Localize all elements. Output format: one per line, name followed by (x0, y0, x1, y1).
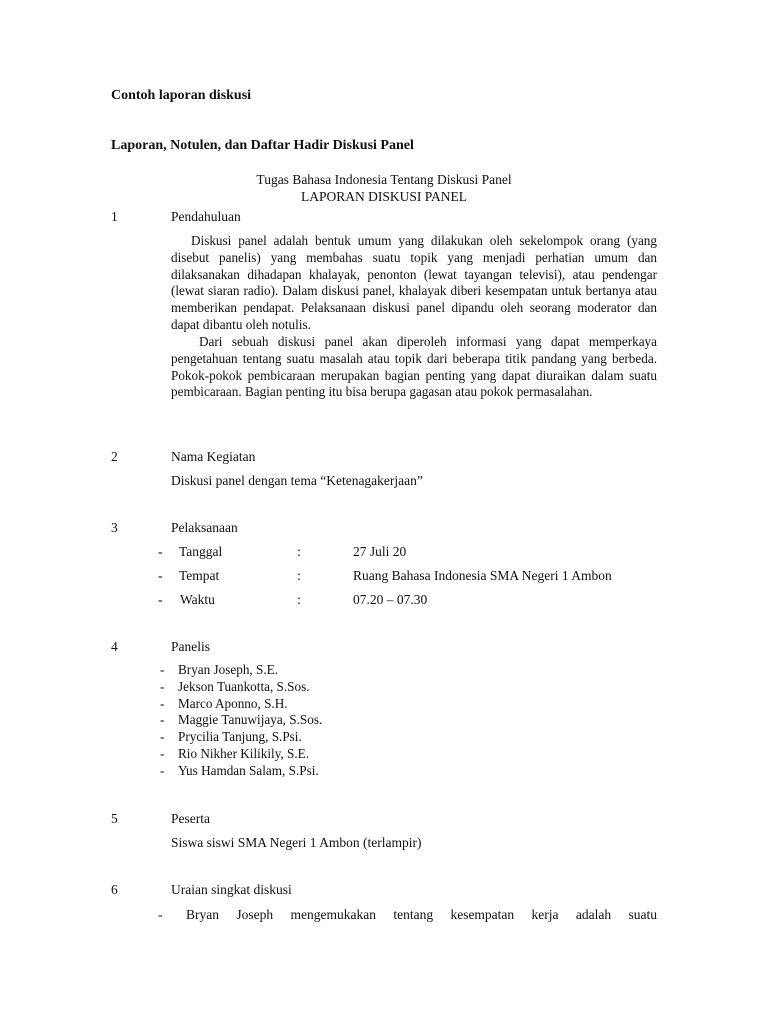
panelist-name: Jekson Tuankotta, S.Sos. (178, 678, 310, 694)
report-title: LAPORAN DISKUSI PANEL (300, 189, 468, 204)
list-dash: - (160, 745, 165, 761)
list-item (160, 679, 322, 696)
panelist-name: Marco Aponno, S.H. (178, 695, 288, 711)
section-title-uraian: Uraian singkat diskusi (171, 882, 292, 897)
discussion-summary-item: Bryan Joseph mengemukakan tentang kesempatan kerja adalah suatu (186, 907, 657, 922)
list-item (160, 662, 322, 679)
schedule-value: 27 Juli 20 (353, 544, 407, 559)
section-title-pelaksanaan: Pelaksanaan (171, 520, 238, 535)
list-item (160, 696, 322, 713)
report-subtitle: Tugas Bahasa Indonesia Tentang Diskusi Panel (256, 172, 512, 187)
schedule-label: Tempat (179, 568, 220, 583)
list-dash: - (160, 662, 165, 677)
panelist-name: Yus Hamdan Salam, S.Psi. (178, 762, 319, 778)
section-title-peserta: Peserta (171, 811, 210, 826)
list-dash: - (160, 712, 165, 728)
list-dash: - (160, 729, 165, 745)
list-dash: - (158, 544, 163, 559)
list-dash: - (160, 678, 165, 694)
list-dash: - (158, 568, 163, 583)
section-title-nama-kegiatan: Nama Kegiatan (171, 449, 256, 464)
schedule-label: Tanggal (179, 544, 223, 559)
panelist-list (160, 662, 322, 780)
paragraph-intro-1 (171, 233, 657, 334)
panelist-name: Prycilia Tanjung, S.Psi. (178, 729, 302, 745)
paragraph-text: Diskusi panel adalah bentuk umum yang dilakukan oleh sekelompok orang (yang disebut panelis) yang membahas suatu topik yang menjadi perhatian umum dan dilaksanakan dihadapan khalayak, penonton (lewat tayangan televisi), atau pendengar (lewat siaran radio). Dalam diskusi panel, khalayak diberi kesempatan untuk bertanya atau memberikan pendapat. Pelaksanaan diskusi panel dipandu oleh seorang moderator dan dapat dibantu oleh notulis. (171, 233, 657, 332)
schedule-row-place (0, 568, 768, 586)
schedule-row-date (0, 544, 768, 562)
schedule-label: Waktu (180, 592, 215, 607)
schedule-row-time (0, 592, 768, 610)
schedule-colon: : (297, 544, 301, 559)
schedule-value: Ruang Bahasa Indonesia SMA Negeri 1 Ambon (353, 568, 612, 583)
section-number: 6 (111, 882, 118, 897)
list-item (160, 763, 322, 780)
section-number: 4 (111, 639, 118, 654)
section-number: 3 (111, 520, 118, 535)
list-item (160, 746, 322, 763)
document-subheading: Laporan, Notulen, dan Daftar Hadir Diskusi Panel (111, 138, 414, 153)
list-dash: - (160, 695, 165, 711)
section-title-panelis: Panelis (171, 639, 210, 654)
schedule-colon: : (297, 568, 301, 583)
list-item (160, 729, 322, 746)
schedule-value: 07.20 – 07.30 (353, 592, 428, 607)
list-item (160, 712, 322, 729)
section-number: 5 (111, 811, 118, 826)
list-dash: - (158, 907, 163, 922)
document-heading: Contoh laporan diskusi (111, 88, 252, 103)
schedule-colon: : (297, 592, 301, 607)
list-dash: - (158, 592, 163, 607)
participants-text: Siswa siswi SMA Negeri 1 Ambon (terlampir) (171, 835, 422, 850)
panelist-name: Rio Nikher Kilikily, S.E. (178, 745, 310, 761)
section-number: 1 (111, 209, 118, 224)
list-dash: - (160, 762, 165, 778)
activity-name: Diskusi panel dengan tema “Ketenagakerjaan” (171, 473, 423, 488)
paragraph-text: Dari sebuah diskusi panel akan diperoleh informasi yang dapat memperkaya pengetahuan tentang suatu masalah atau topik dari beberapa titik pandang yang berbeda. Pokok-pokok pembicaraan merupakan bagian penting yang dapat diuraikan dalam suatu pembicaraan. Bagian penting itu bisa berupa gagasan atau pokok permasalahan. (171, 334, 657, 400)
panelist-name: Maggie Tanuwijaya, S.Sos. (178, 712, 323, 728)
section-title-pendahuluan: Pendahuluan (171, 209, 241, 224)
panelist-name: Bryan Joseph, S.E. (178, 662, 279, 677)
section-number: 2 (111, 449, 118, 464)
paragraph-intro-2 (171, 334, 657, 401)
